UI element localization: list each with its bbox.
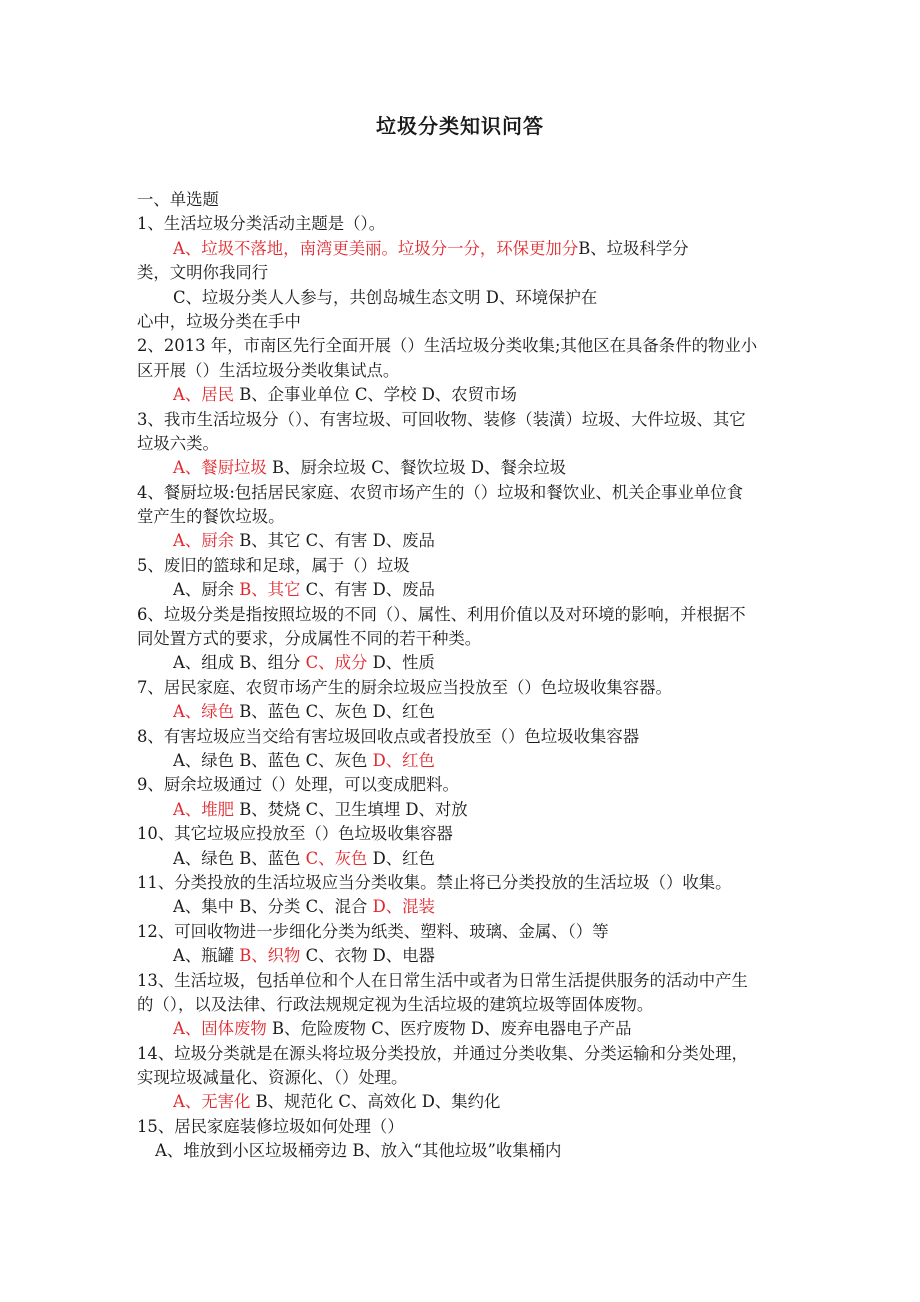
text-run: A、集中 B、分类 C、混合 bbox=[173, 897, 373, 917]
question-line bbox=[137, 627, 837, 651]
option-line bbox=[137, 651, 837, 675]
text-run: D、性质 bbox=[367, 653, 435, 673]
correct-answer: A、绿色 bbox=[173, 702, 235, 722]
correct-answer: D、红色 bbox=[372, 750, 435, 770]
option-line bbox=[137, 1090, 837, 1114]
text-run: 的（），以及法律、行政法规规定视为生活垃圾的建筑垃圾等固体废物。 bbox=[137, 994, 654, 1014]
question-line bbox=[137, 822, 837, 846]
option-line bbox=[137, 1139, 837, 1163]
option-line bbox=[137, 895, 837, 919]
text-run: 1、生活垃圾分类活动主题是（）。 bbox=[137, 214, 386, 234]
text-run: D、红色 bbox=[367, 848, 435, 868]
text-run: 4、餐厨垃圾:包括居民家庭、农贸市场产生的（）垃圾和餐饮业、机关企事业单位食 bbox=[137, 482, 744, 502]
question-line bbox=[137, 1066, 837, 1090]
text-run: 5、废旧的篮球和足球，属于（）垃圾 bbox=[137, 555, 410, 575]
question-line bbox=[137, 408, 837, 432]
question-line bbox=[137, 359, 837, 383]
option-line bbox=[137, 749, 837, 773]
question-line bbox=[137, 725, 837, 749]
text-run: B、企事业单位 C、学校 D、农贸市场 bbox=[234, 385, 517, 405]
correct-answer: D、混装 bbox=[372, 897, 435, 917]
text-run: B、厨余垃圾 C、餐饮垃圾 D、餐余垃圾 bbox=[266, 458, 567, 478]
option-line bbox=[137, 944, 837, 968]
text-run: 3、我市生活垃圾分（）、有害垃圾、可回收物、装修（装潢）垃圾、大件垃圾、其它 bbox=[137, 409, 746, 429]
option-line bbox=[137, 529, 837, 553]
text-run: 12、可回收物进一步细化分类为纸类、塑料、玻璃、金属、（）等 bbox=[137, 921, 609, 941]
text-run: 14、垃圾分类就是在源头将垃圾分类投放，并通过分类收集、分类运输和分类处理， bbox=[137, 1043, 748, 1063]
question-line bbox=[137, 261, 837, 285]
question-line bbox=[137, 603, 837, 627]
option-line bbox=[137, 286, 837, 310]
text-run: A、绿色 B、蓝色 bbox=[173, 848, 306, 868]
text-run: A、组成 B、组分 bbox=[173, 653, 306, 673]
option-line bbox=[137, 1017, 837, 1041]
text-run: 心中，垃圾分类在手中 bbox=[137, 311, 301, 331]
section-heading: 一、单选题 bbox=[137, 190, 219, 209]
correct-answer: A、堆肥 bbox=[173, 799, 235, 819]
text-run: A、厨余 bbox=[173, 580, 240, 600]
option-line bbox=[137, 456, 837, 480]
question-line bbox=[137, 969, 837, 993]
text-run: 垃圾六类。 bbox=[137, 433, 219, 453]
text-run: 类，文明你我同行 bbox=[137, 263, 269, 283]
correct-answer: A、餐厨垃圾 bbox=[173, 458, 267, 478]
text-run: 6、垃圾分类是指按照垃圾的不同（）、属性、利用价值以及对环境的影响，并根据不 bbox=[137, 604, 746, 624]
option-line bbox=[137, 383, 837, 407]
text-run: 9、厨余垃圾通过（）处理，可以变成肥料。 bbox=[137, 775, 459, 795]
option-line bbox=[137, 237, 837, 261]
question-line bbox=[137, 554, 837, 578]
text-run: 10、其它垃圾应投放至（）色垃圾收集容器 bbox=[137, 824, 453, 844]
option-line bbox=[137, 578, 837, 602]
question-line bbox=[137, 310, 837, 334]
text-run: B、其它 C、有害 D、废品 bbox=[234, 531, 435, 551]
text-run: B、危险废物 C、医疗废物 D、废弃电器电子产品 bbox=[266, 1019, 632, 1039]
correct-answer: A、居民 bbox=[173, 385, 235, 405]
text-run: B、规范化 C、高效化 D、集约化 bbox=[250, 1092, 501, 1112]
text-run: B、垃圾科学分 bbox=[578, 238, 689, 258]
option-line bbox=[137, 700, 837, 724]
quiz-content bbox=[137, 188, 837, 1164]
text-run: 15、居民家庭装修垃圾如何处理（） bbox=[137, 1116, 404, 1136]
text-run: B、蓝色 C、灰色 D、红色 bbox=[234, 702, 435, 722]
text-run: C、垃圾分类人人参与，共创岛城生态文明 D、环境保护在 bbox=[173, 287, 598, 307]
correct-answer: A、厨余 bbox=[173, 531, 235, 551]
text-run: 同处置方式的要求，分成属性不同的若干种类。 bbox=[137, 629, 482, 649]
question-line bbox=[137, 993, 837, 1017]
option-line bbox=[137, 847, 837, 871]
question-line bbox=[137, 920, 837, 944]
correct-answer: A、固体废物 bbox=[173, 1019, 267, 1039]
text-run: 11、分类投放的生活垃圾应当分类收集。禁止将已分类投放的生活垃圾（）收集。 bbox=[137, 872, 732, 892]
question-line bbox=[137, 1115, 837, 1139]
text-run: 7、居民家庭、农贸市场产生的厨余垃圾应当投放至（）色垃圾收集容器。 bbox=[137, 677, 672, 697]
text-run: 堂产生的餐饮垃圾。 bbox=[137, 507, 285, 527]
question-line bbox=[137, 212, 837, 236]
question-line bbox=[137, 1042, 837, 1066]
text-run: A、瓶罐 bbox=[173, 946, 240, 966]
text-run: 区开展（）生活垃圾分类收集试点。 bbox=[137, 360, 400, 380]
correct-answer: B、织物 bbox=[239, 946, 301, 966]
question-line bbox=[137, 773, 837, 797]
text-run: 2、2013 年，市南区先行全面开展（）生活垃圾分类收集;其他区在具备条件的物业小 bbox=[137, 336, 758, 356]
text-run: 实现垃圾减量化、资源化、（）处理。 bbox=[137, 1068, 408, 1088]
question-line bbox=[137, 432, 837, 456]
text-run: 13、生活垃圾，包括单位和个人在日常生活中或者为日常生活提供服务的活动中产生 bbox=[137, 970, 748, 990]
text-run: 8、有害垃圾应当交给有害垃圾回收点或者投放至（）色垃圾收集容器 bbox=[137, 726, 640, 746]
text-run: C、有害 D、废品 bbox=[300, 580, 435, 600]
option-line bbox=[137, 798, 837, 822]
question-line bbox=[137, 481, 837, 505]
correct-answer: B、其它 bbox=[239, 580, 301, 600]
text-run: A、堆放到小区垃圾桶旁边 B、放入“其他垃圾”收集桶内 bbox=[155, 1141, 562, 1161]
question-line bbox=[137, 676, 837, 700]
text-run: B、焚烧 C、卫生填埋 D、对放 bbox=[234, 799, 468, 819]
correct-answer: C、成分 bbox=[305, 653, 368, 673]
question-line bbox=[137, 505, 837, 529]
text-run: C、衣物 D、电器 bbox=[300, 946, 435, 966]
correct-answer: C、灰色 bbox=[305, 848, 368, 868]
correct-answer: A、垃圾不落地，南湾更美丽。垃圾分一分，环保更加分 bbox=[173, 238, 579, 258]
question-line bbox=[137, 871, 837, 895]
text-run: A、绿色 B、蓝色 C、灰色 bbox=[173, 750, 373, 770]
correct-answer: A、无害化 bbox=[173, 1092, 251, 1112]
question-line bbox=[137, 334, 837, 358]
document-title: 垃圾分类知识问答 bbox=[376, 114, 544, 138]
